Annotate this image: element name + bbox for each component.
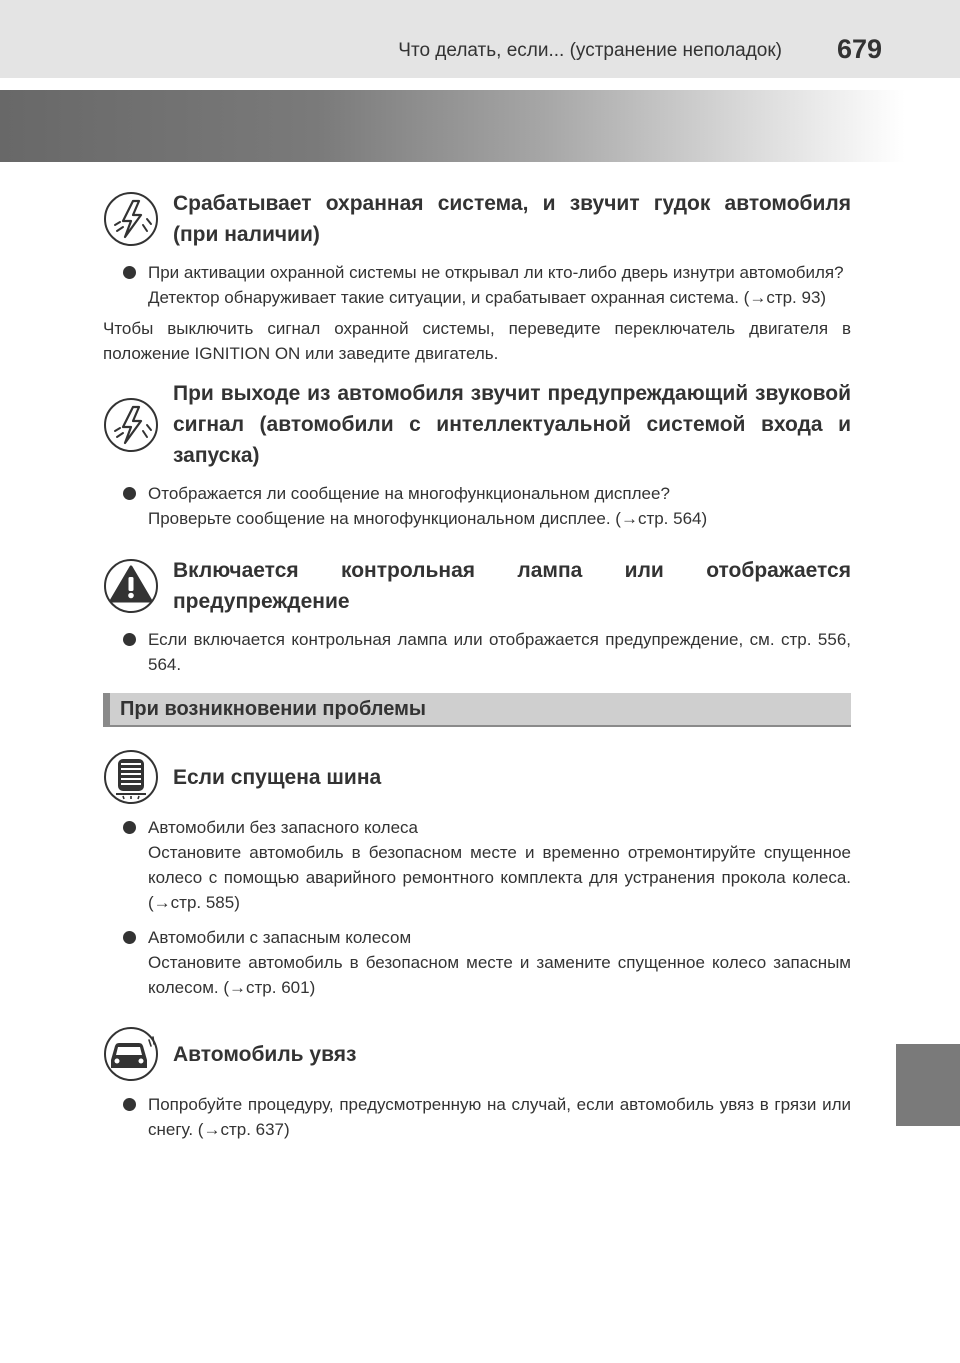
- bullet-answer: Проверьте сообщение на многофункциональном дисплее. (→стр. 564): [148, 509, 708, 528]
- bullet-item: [103, 627, 851, 677]
- bullet-item: [103, 260, 851, 310]
- bullet-item: [103, 815, 851, 915]
- topic-title: При выходе из автомобиля звучит предупреждающий звуковой сигнал (автомобили с интеллектуальной системой входа и запуска): [173, 382, 851, 467]
- stuck-car-icon: [103, 1026, 159, 1082]
- header-band: [0, 0, 960, 78]
- exclamation-triangle-icon: [103, 558, 159, 614]
- topic-title: Если спущена шина: [173, 765, 382, 789]
- chapter-side-tab: [896, 1044, 960, 1126]
- topic-title: Включается контрольная лампа или отображается предупреждение: [173, 559, 851, 613]
- topic-paragraph: Чтобы выключить сигнал охранной системы, переведите переключатель двигателя в положение IGNITION ON или заведите двигатель.: [103, 319, 851, 363]
- flat-tire-icon: [103, 749, 159, 805]
- section-title: При возникновении проблемы: [120, 697, 426, 720]
- page-number: 679: [836, 34, 882, 64]
- topic-stuck-car: [103, 1026, 851, 1082]
- bullet-item: [103, 925, 851, 1000]
- topic-exit-warning: [103, 378, 851, 471]
- topic-alarm: [103, 188, 851, 250]
- topic-title: Срабатывает охранная система, и звучит гудок автомобиля (при наличии): [173, 192, 851, 246]
- chapter-gradient-bar: [0, 90, 905, 162]
- bullet-text: Попробуйте процедуру, предусмотренную на случай, если автомобиль увяз в грязи или снегу. (→стр. 637): [148, 1095, 851, 1139]
- lightning-warning-icon: [103, 191, 159, 247]
- bullet-condition: Автомобили с запасным колесом: [148, 928, 412, 947]
- lightning-warning-icon: [103, 397, 159, 453]
- bullet-instruction: Остановите автомобиль в безопасном месте и замените спущенное колесо запасным колесом. (→стр. 601): [148, 953, 851, 997]
- bullet-question: При активации охранной системы не открывал ли кто-либо дверь изнутри автомобиля?: [148, 263, 844, 282]
- section-banner: [103, 693, 851, 727]
- running-title: Что делать, если... (устранение неполадок): [398, 40, 782, 61]
- topic-flat-tire: [103, 749, 851, 805]
- page-content: [103, 180, 851, 1148]
- bullet-answer: Детектор обнаруживает такие ситуации, и срабатывает охранная система. (→стр. 93): [148, 288, 827, 307]
- bullet-question: Отображается ли сообщение на многофункциональном дисплее?: [148, 484, 670, 503]
- topic-title: Автомобиль увяз: [173, 1042, 357, 1066]
- bullet-condition: Автомобили без запасного колеса: [148, 818, 418, 837]
- bullet-item: [103, 481, 851, 531]
- topic-warning-lamp: [103, 555, 851, 617]
- bullet-text: Если включается контрольная лампа или отображается предупреждение, см. стр. 556, 564.: [148, 630, 851, 674]
- bullet-item: [103, 1092, 851, 1142]
- bullet-instruction: Остановите автомобиль в безопасном месте и временно отремонтируйте спущенное колесо с помощью аварийного ремонтного комплекта для устранения прокола колеса. (→стр. 585): [148, 843, 851, 912]
